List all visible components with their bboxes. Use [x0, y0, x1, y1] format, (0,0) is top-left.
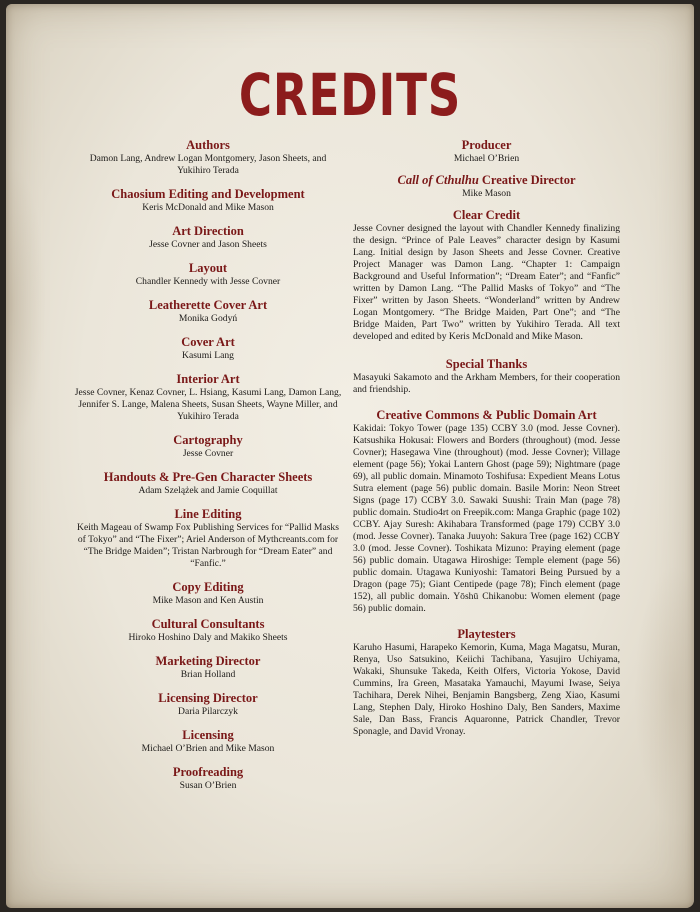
section-text: Jesse Covner, Kenaz Covner, L. Hsiang, Kasumi Lang, Damon Lang, Jennifer S. Lange, Malena Sheets, Susan Sheets, Wayne Miller, and Yukihiro Terada — [74, 387, 342, 422]
credit-leatherette — [74, 298, 342, 325]
section-text: Karuho Hasumi, Harapeko Kemorin, Kuma, Maga Magatsu, Muran, Renya, Uso Satsukino, Keiichi Tachibana, Yasujiro Uchiyama, Wakaki, Shunsuke Takeda, Keith Olfers, Victoria Yokose, David Cummins, Ira Green, Masataka Yamauchi, Mayumi Iwase, Seiya Tachihara, Derek Nihei, Benjamin Bangsberg, Zeng Xiao, Kasumi Lang, Stephen Daly, Hiroko Hoshino Daly, Ben Sanders, Maxime Sale, Dan Bass, Francis Aquaronne, Patrick Chandler, Trevor Sponagle, and David Vronay. — [353, 642, 620, 737]
section-text: Jesse Covner designed the layout with Chandler Kennedy finalizing the design. “Prince of Pale Leaves” character design by Kasumi Lang. Initial design by Jason Sheets and Jesse Covner. Creative Project Manager was Damon Lang. “Chapter 1: Campaign Background and Useful Information”; “Dream Eater”; and “Fanfic” written by Damon Lang. “The Pallid Masks of Tokyo” and “The Fixer” written by Jason Sheets. “Wonderland” written by Andrew Logan Montgomery. “The Bridge Maiden, Part One”; and “The Bridge Maiden, Part Two” written by Yukihiro Terada. All text developed and edited by Keris McDonald and Mike Mason. — [353, 223, 620, 342]
section-text: Hiroko Hoshino Daly and Makiko Sheets — [128, 632, 288, 643]
section-text: Keith Mageau of Swamp Fox Publishing Services for “Pallid Masks of Tokyo” and “The Fixer”; Ariel Anderson of Mythcreants.com for “The Bridge Maiden”; Tristan Narbrough for “Dream Eater” and “Fanfic.” — [77, 522, 339, 569]
credit-producer — [353, 138, 620, 165]
section-heading: Proofreading — [172, 765, 244, 779]
section-heading: Line Editing — [174, 507, 242, 521]
credit-copy-editing — [74, 580, 342, 607]
section-heading: Leatherette Cover Art — [148, 298, 268, 312]
section-heading: Clear Credit — [452, 208, 521, 222]
section-heading: Playtesters — [457, 627, 516, 641]
section-heading: Authors — [186, 138, 230, 152]
credit-licensing-director — [74, 691, 342, 718]
section-heading: Cover Art — [181, 335, 235, 349]
credits-page — [6, 4, 694, 908]
section-heading: Cultural Consultants — [151, 617, 265, 631]
section-heading: Licensing Director — [158, 691, 258, 705]
section-heading: Producer — [461, 138, 512, 152]
section-text: Monika Godyń — [178, 313, 238, 324]
section-text: Michael O’Brien and Mike Mason — [141, 743, 275, 754]
credit-cultural — [74, 617, 342, 644]
section-text: Damon Lang, Andrew Logan Montgomery, Jason Sheets, and Yukihiro Terada — [89, 153, 327, 176]
section-text: Susan O’Brien — [179, 780, 237, 791]
section-heading: Licensing — [182, 728, 234, 742]
section-heading: Handouts & Pre-Gen Character Sheets — [103, 470, 313, 484]
credit-proofreading — [74, 765, 342, 792]
credit-authors — [74, 138, 342, 177]
section-heading: Copy Editing — [172, 580, 244, 594]
credit-special-thanks — [353, 357, 620, 396]
credit-playtesters — [353, 627, 620, 738]
section-text: Kakidai: Tokyo Tower (page 135) CCBY 3.0 (mod. Jesse Covner). Katsushika Hokusai: Flowers and Borders (throughout) (mod. Jesse Covner); Hasegawa Vine (throughout) (mod. Jesse Covner); Village element (page 56); Yokai Lantern Ghost (page 59); Nightmare (page 69), all public domain. Minamoto Toshifusa: Expedient Means Lotus Sutra element (page 56) public domain. Basile Morin: Neon Street Signs (page 17) CCBY 3.0. Sawaki Suushi: Train Man (page 78) public domain. Studio4rt on Freepik.com: Manga Graphic (page 102) CCBY. Ajay Suresh: Akihabara Transformed (page 179) CCBY 3.0 (mod. Jesse Covner). Tanaka Juuyoh: Sakura Tree (page 162) CCBY 3.0 (mod. Jesse Covner). Toshikata Mizuno: Praying element (page 56) public domain. Utagawa Hiroshige: Temple element (page 56) public domain. Utagawa Kuniyoshi: Tamatori Being Pursued by a Dragon (page 75); Giant Centipede (page 78); Finch element (page 152), all public domain. Yōshū Chikanobu: Women element (page 56) public domain. — [353, 423, 620, 614]
section-heading: Art Direction — [172, 224, 244, 238]
paper-stain — [634, 564, 694, 824]
left-column — [74, 138, 342, 802]
section-text: Jesse Covner and Jason Sheets — [149, 239, 267, 250]
section-text: Mike Mason — [462, 188, 511, 199]
heading-rest: Creative Director — [478, 173, 576, 187]
credit-layout — [74, 261, 342, 288]
section-heading: Layout — [188, 261, 228, 275]
credit-art-direction — [74, 224, 342, 251]
paper-stain — [6, 164, 46, 444]
section-text: Jesse Covner — [182, 448, 234, 459]
section-text: Brian Holland — [180, 669, 236, 680]
credit-clear-credit — [353, 208, 620, 343]
section-heading: Creative Commons & Public Domain Art — [376, 408, 597, 422]
section-text: Daria Pilarczyk — [178, 706, 238, 717]
section-heading: Cartography — [173, 433, 243, 447]
credit-marketing — [74, 654, 342, 681]
section-heading: Interior Art — [176, 372, 240, 386]
credit-editing — [74, 187, 342, 214]
credit-line-editing — [74, 507, 342, 570]
heading-italic-part: Call of Cthulhu — [397, 173, 479, 187]
section-text: Adam Szelążek and Jamie Coquillat — [138, 485, 278, 496]
section-text: Mike Mason and Ken Austin — [152, 595, 264, 606]
section-heading — [353, 173, 620, 188]
section-text: Masayuki Sakamoto and the Arkham Members, for their cooperation and friendship. — [353, 372, 620, 395]
section-heading: Special Thanks — [445, 357, 528, 371]
section-text: Keris McDonald and Mike Mason — [142, 202, 274, 213]
credit-cartography — [74, 433, 342, 460]
section-text: Kasumi Lang — [182, 350, 234, 361]
right-column — [353, 138, 620, 746]
credit-creative-director — [353, 173, 620, 200]
credit-creative-commons — [353, 408, 620, 615]
credit-handouts — [74, 470, 342, 497]
credit-cover-art — [74, 335, 342, 362]
section-heading: Chaosium Editing and Development — [111, 187, 305, 201]
section-heading: Marketing Director — [155, 654, 261, 668]
credit-licensing — [74, 728, 342, 755]
page-title: CREDITS — [238, 61, 462, 129]
section-text: Chandler Kennedy with Jesse Covner — [135, 276, 281, 287]
credit-interior-art — [74, 372, 342, 423]
section-text: Michael O’Brien — [453, 153, 520, 164]
